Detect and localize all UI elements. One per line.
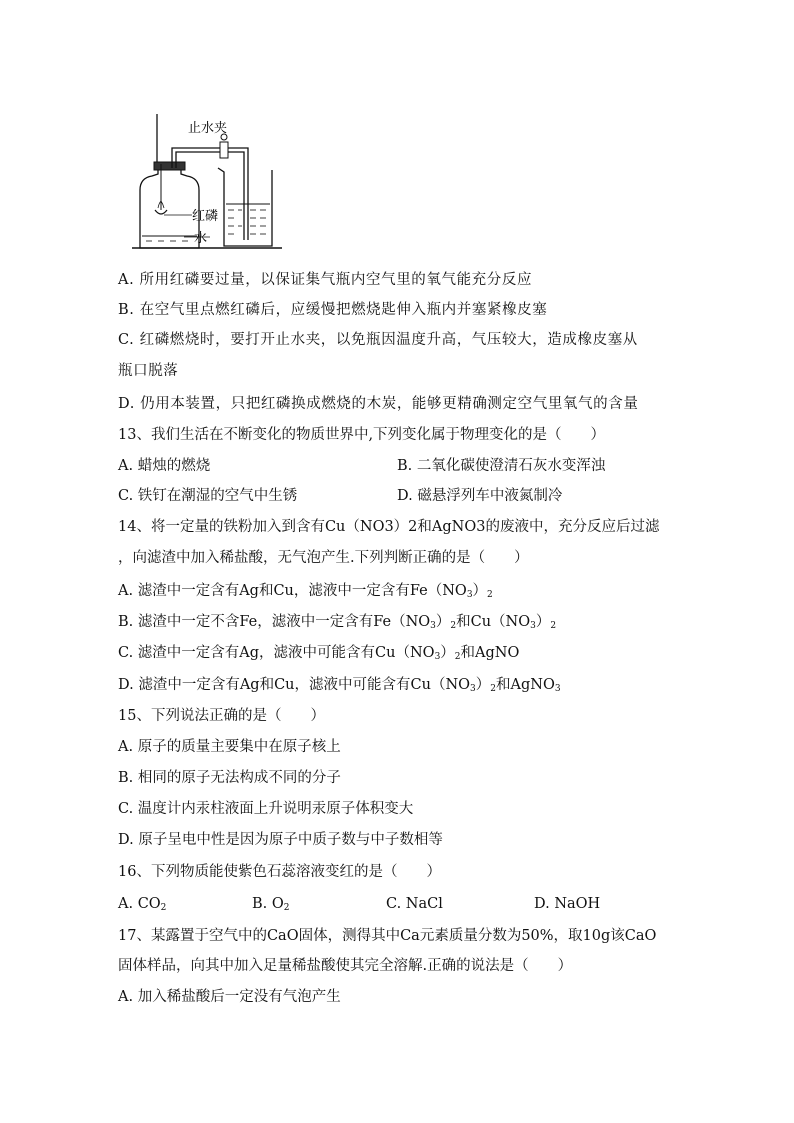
q16-option-a	[118, 894, 166, 918]
subscript: 2	[454, 652, 461, 662]
subscript: 2	[490, 684, 496, 694]
q14-stem-line-2: ，向滤渣中加入稀盐酸，无气泡产生.下列判断正确的是（ ）	[118, 550, 529, 566]
q14-d-text-2: 和AgNO	[496, 677, 555, 693]
subscript: 3	[430, 621, 436, 631]
q16-option-b	[252, 894, 290, 918]
q15-option-a: A. 原子的质量主要集中在原子核上	[118, 739, 341, 755]
q16-a-text: A. CO	[118, 896, 161, 912]
q14-stem-line-1: 14、将一定量的铁粉加入到含有Cu（NO3）2和AgNO3的废液中，充分反应后过滤	[118, 519, 660, 535]
clamp-label: 止水夹	[188, 121, 228, 136]
subscript: 3	[466, 590, 473, 600]
q13-option-c: C. 铁钉在潮湿的空气中生锈	[118, 488, 298, 504]
water-label: 水	[194, 231, 208, 246]
subscript: 2	[550, 621, 557, 631]
q14-d-text: D. 滤渣中一定含有Ag和Cu，滤液中可能含有Cu（NO	[118, 677, 471, 693]
q16-b-text: B. O	[252, 896, 284, 912]
q14-c-text: C. 滤渣中一定含有Ag，滤液中可能含有Cu（NO	[118, 645, 435, 661]
q12-option-a: A. 所用红磷要过量，以保证集气瓶内空气里的氧气能充分反应	[118, 272, 533, 288]
red-phosphorus-label: 红磷	[192, 209, 219, 224]
q16-option-c: C. NaCl	[386, 896, 443, 912]
subscript: 2	[450, 621, 457, 631]
q15-option-d: D. 原子呈电中性是因为原子中质子数与中子数相等	[118, 832, 443, 848]
q13-option-d: D. 磁悬浮列车中液氮制冷	[397, 488, 563, 504]
subscript: 2	[487, 590, 493, 600]
q17-stem-line-2: 固体样品，向其中加入足量稀盐酸使其完全溶解.正确的说法是（ ）	[118, 958, 573, 974]
q17-stem-line-1: 17、某露置于空气中的CaO固体，测得其中Ca元素质量分数为50%，取10g该CaO	[118, 928, 657, 944]
q14-b-text-2: 和Cu（NO	[456, 614, 531, 630]
q14-b-text: B. 滤渣中一定不含Fe，滤液中一定含有Fe（NO	[118, 614, 431, 630]
q12-option-b: B. 在空气里点燃红磷后，应缓慢把燃烧匙伸入瓶内并塞紧橡皮塞	[118, 302, 548, 318]
q16-option-d: D. NaOH	[534, 896, 601, 912]
q14-a-paren: ）	[472, 583, 488, 599]
subscript: 3	[434, 652, 441, 662]
q14-c-paren: ）	[440, 645, 455, 661]
subscript: 3	[530, 621, 536, 631]
q16-stem: 16、下列物质能使紫色石蕊溶液变红的是（ ）	[118, 864, 441, 880]
experiment-apparatus-diagram	[128, 112, 298, 252]
q15-option-b: B. 相同的原子无法构成不同的分子	[118, 770, 341, 786]
q14-option-a	[118, 581, 493, 605]
subscript: 3	[470, 684, 476, 694]
q14-option-c	[118, 643, 519, 667]
q14-b-paren-2: ）	[535, 614, 551, 630]
q14-a-text: A. 滤渣中一定含有Ag和Cu，滤液中一定含有Fe（NO	[118, 583, 467, 599]
subscript: 2	[160, 903, 167, 913]
subscript: 2	[283, 903, 290, 913]
q15-option-c: C. 温度计内汞柱液面上升说明汞原子体积变大	[118, 801, 414, 817]
q17-option-a: A. 加入稀盐酸后一定没有气泡产生	[118, 989, 341, 1005]
q12-option-c: C. 红磷燃烧时，要打开止水夹，以免瓶因温度升高，气压较大，造成橡皮塞从	[118, 332, 638, 348]
subscript: 3	[554, 684, 561, 694]
q12-option-d: D. 仍用本装置，只把红磷换成燃烧的木炭，能够更精确测定空气里氧气的含量	[118, 396, 639, 412]
q15-stem: 15、下列说法正确的是（ ）	[118, 708, 325, 724]
q14-c-text-2: 和AgNO	[460, 645, 520, 661]
q14-d-paren: ）	[475, 677, 491, 693]
q13-option-b: B. 二氧化碳使澄清石灰水变浑浊	[397, 458, 606, 474]
q14-b-paren: ）	[435, 614, 451, 630]
q14-option-b	[118, 612, 556, 636]
q14-option-d	[118, 675, 561, 699]
q12-option-c-continued: 瓶口脱落	[118, 363, 179, 379]
q13-stem: 13、我们生活在不断变化的物质世界中,下列变化属于物理变化的是（ ）	[118, 427, 606, 443]
q13-option-a: A. 蜡烛的燃烧	[118, 458, 211, 474]
